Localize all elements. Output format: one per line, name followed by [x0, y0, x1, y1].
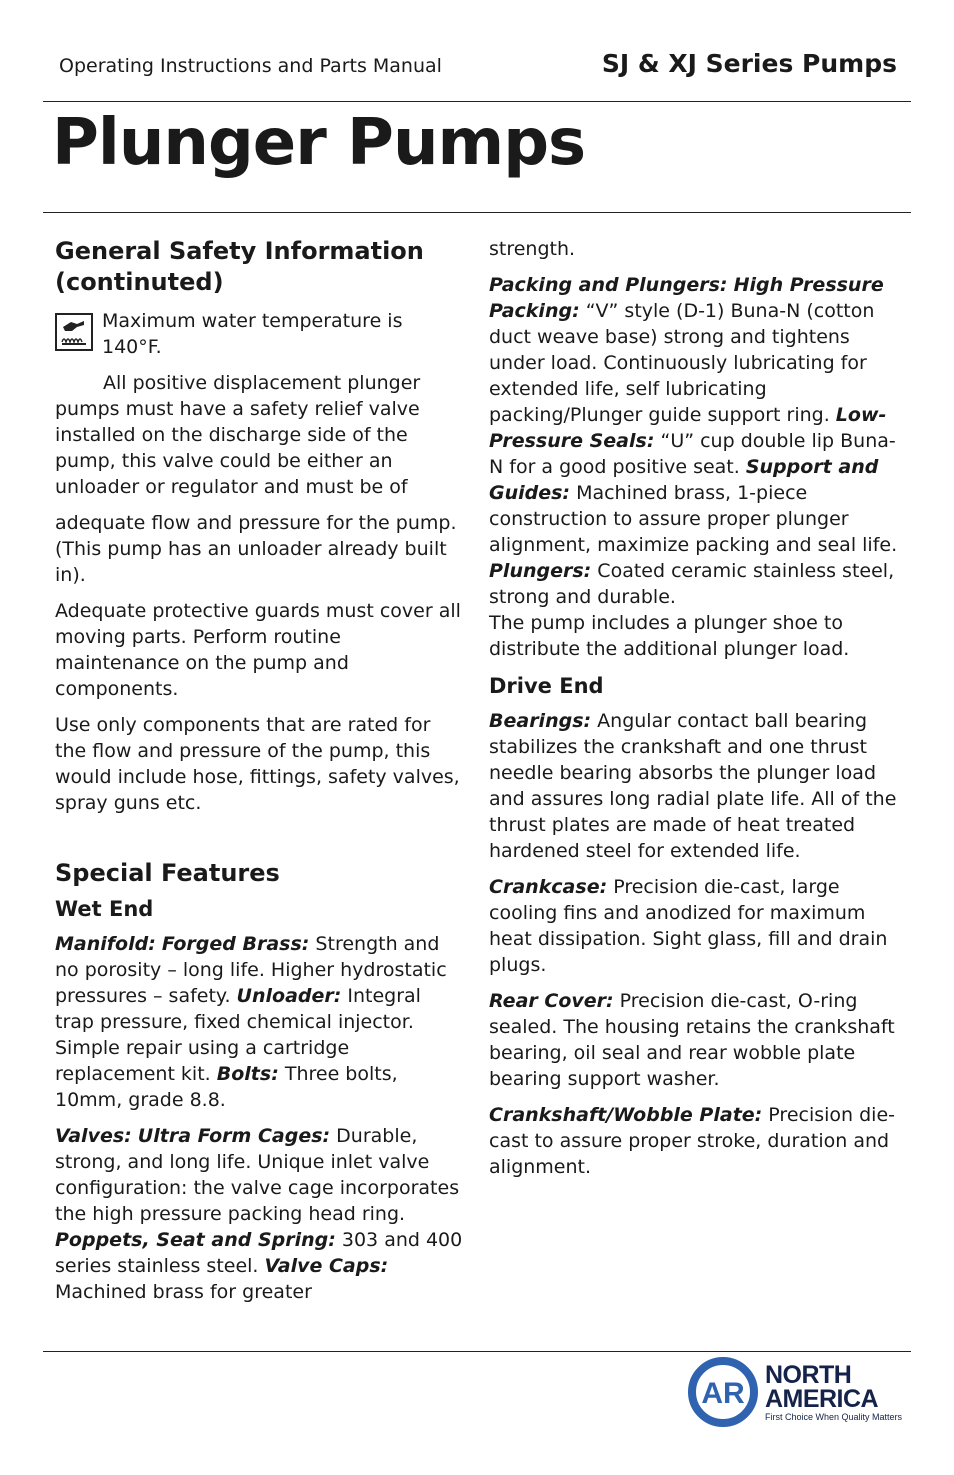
high-pressure-text: “V” style (D-1) Buna-N (cotton duct weave base) strong and tightens under load. Continuously lubricating for extended life, self lubricating packing/Plunger guide support ring. [489, 300, 875, 426]
manifold-paragraph [55, 931, 465, 1113]
top-divider [43, 101, 911, 102]
crankcase-label: Crankcase: [489, 876, 608, 898]
crankshaft-text: Precision die-cast to assure proper stroke, duration and alignment. [489, 1104, 896, 1178]
drive-end-heading: Drive End [489, 674, 604, 698]
poppets-label: Poppets, Seat and Spring: [55, 1229, 336, 1251]
crankshaft-paragraph [489, 1102, 904, 1180]
components-paragraph: Use only components that are rated for the flow and pressure of the pump, this would include hose, fittings, safety valves, spray guns etc. [55, 714, 460, 814]
guards-paragraph: Adequate protective guards must cover all moving parts. Perform routine maintenance on the pump and components. [55, 600, 461, 700]
packing-label: Packing and Plungers: [489, 274, 728, 296]
relief-valve-paragraph: All positive displacement plunger pumps must have a safety relief valve installed on the discharge side of the pump, this valve could be either an unloader or regulator and must be of [55, 372, 421, 498]
right-column [489, 236, 904, 1190]
continued-text: strength. [489, 238, 576, 260]
valve-caps-label: Valve Caps: [264, 1255, 389, 1277]
rear-cover-text: Precision die-cast, O-ring sealed. The housing retains the crankshaft bearing, oil seal and rear wobble plate bearing support washer. [489, 990, 895, 1090]
crankshaft-label: Crankshaft/Wobble Plate: [489, 1104, 763, 1126]
bearings-label: Bearings: [489, 710, 592, 732]
valves-paragraph [55, 1123, 465, 1305]
page-title: Plunger Pumps [52, 106, 586, 180]
poppets-text: 303 and 400 series stainless steel. [55, 1229, 463, 1277]
low-pressure-text: “U” cup double lip Buna-N for a good positive seat. [489, 430, 896, 478]
forged-brass-text: Strength and no porosity – long life. Higher hydrostatic pressures – safety. [55, 933, 447, 1007]
safety-heading: General Safety Information (continuted) [55, 237, 424, 296]
valves-label: Valves: [55, 1125, 132, 1147]
bearings-text: Angular contact ball bearing stabilizes the crankshaft and one thrust needle bearing absorbs the plunger load and assures long radial plate life. All of the thrust plates are made of heat treated hardened steel for extended life. [489, 710, 897, 862]
adequate-flow-paragraph: adequate flow and pressure for the pump. (This pump has an unloader already built in). [55, 512, 457, 586]
plungers-label: Plungers: [489, 560, 592, 582]
wet-end-heading: Wet End [55, 897, 154, 921]
support-text: Machined brass, 1-piece construction to assure proper plunger alignment, maximize packing and seal life. [489, 482, 898, 556]
temperature-warning [55, 308, 465, 360]
packing-paragraph [489, 272, 904, 662]
valve-caps-text: Machined brass for greater [55, 1281, 312, 1303]
crankcase-text: Precision die-cast, large cooling fins and anodized for maximum heat dissipation. Sight glass, fill and drain plugs. [489, 876, 888, 976]
logo-america: AMERICA [764, 1384, 879, 1413]
manifold-label: Manifold: [55, 933, 156, 955]
temperature-text: Maximum water temperature is 140°F. [102, 310, 403, 358]
company-logo [687, 1356, 902, 1428]
unloader-text: Integral trap pressure, fixed chemical injector. Simple repair using a cartridge replacement kit. [55, 985, 421, 1085]
crankcase-paragraph [489, 874, 904, 978]
footer-divider [43, 1351, 911, 1352]
special-features-heading: Special Features [55, 859, 280, 887]
unloader-label: Unloader: [236, 985, 342, 1007]
plungers-text: Coated ceramic stainless steel, strong and durable. [489, 560, 895, 608]
title-divider [43, 212, 911, 213]
plunger-shoe-text: The pump includes a plunger shoe to distribute the additional plunger load. [489, 612, 850, 660]
ar-logo-icon [687, 1356, 759, 1428]
high-pressure-label: High Pressure Packing: [489, 274, 884, 322]
bolts-label: Bolts: [216, 1063, 279, 1085]
left-column [55, 236, 465, 1315]
rear-cover-label: Rear Cover: [489, 990, 614, 1012]
low-pressure-label: Low-Pressure Seals: [489, 404, 887, 452]
manual-type: Operating Instructions and Parts Manual [59, 55, 442, 77]
support-label: Support and Guides: [489, 456, 879, 504]
forged-brass-label: Forged Brass: [161, 933, 310, 955]
series-title: SJ & XJ Series Pumps [601, 49, 897, 78]
logo-north: NORTH [764, 1360, 852, 1389]
bearings-paragraph [489, 708, 904, 864]
cages-text: Durable, strong, and long life. Unique inlet valve configuration: the valve cage incorporates the high pressure packing head ring. [55, 1125, 460, 1225]
svg-text:AR: AR [701, 1377, 745, 1410]
bolts-text: Three bolts, 10mm, grade 8.8. [55, 1063, 398, 1111]
cages-label: Ultra Form Cages: [137, 1125, 331, 1147]
logo-tagline: First Choice When Quality Matters [764, 1411, 902, 1422]
rear-cover-paragraph [489, 988, 904, 1092]
hot-water-warning-icon [55, 313, 93, 351]
